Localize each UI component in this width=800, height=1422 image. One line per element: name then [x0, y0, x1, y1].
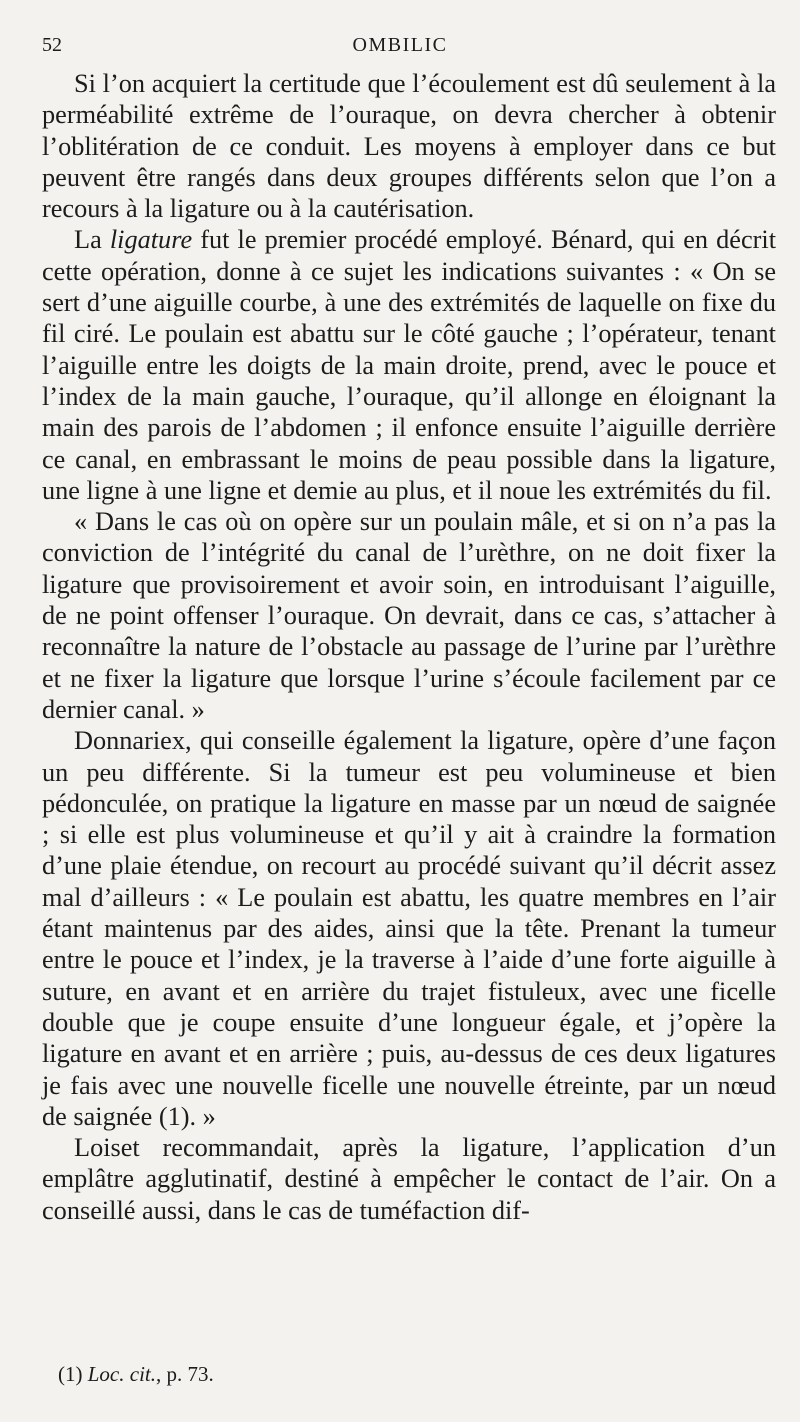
page-number: 52 [42, 34, 62, 56]
italic-term: ligature [109, 225, 193, 255]
paragraph-rest: fut le premier procédé employé. Bénard, qui en décrit cette opération, donne à ce sujet les indications suivantes : « On se sert d’une aiguille courbe, à une des extrémités de laquelle on fixe du fil ciré. Le poulain est abattu sur le côté gauche ; l’opérateur, tenant l’aiguille entre les doigts de la main droite, prend, avec le pouce et l’index de la main gauche, l’ouraque, qu’il allonge en éloignant la main des parois de l’abdomen ; il enfonce ensuite l’aiguille derrière ce canal, en embrassant le moins de peau possible dans la ligature, une ligne à une ligne et demie au plus, et il noue les extrémités du fil. [42, 225, 776, 505]
paragraph: Loiset recommandait, après la ligature, l’application d’un emplâtre agglutinatif, destiné à empêcher le contact de l’air. On a conseillé aussi, dans le cas de tuméfaction dif- [42, 1133, 776, 1225]
body-text [42, 68, 776, 1226]
paragraph-lead: La [74, 225, 110, 255]
footnote-page: , p. 73. [156, 1362, 214, 1386]
paragraph: « Dans le cas où on opère sur un poulain mâle, et si on n’a pas la conviction de l’intégrité du canal de l’urèthre, on ne doit fixer la ligature que provisoirement et avoir soin, en introduisant l’aiguille, de ne point offenser l’ouraque. On devrait, dans ce cas, s’attacher à reconnaître la nature de l’obstacle au passage de l’urine par l’urèthre et ne fixer la ligature que lorsque l’urine s’écoule facilement par ce dernier canal. » [42, 507, 776, 724]
footnote-marker: (1) [58, 1362, 88, 1386]
footnote-citation: Loc. cit. [87, 1362, 156, 1386]
footnote [58, 1362, 214, 1387]
paragraph: Donnariex, qui conseille également la ligature, opère d’une façon un peu différente. Si la tumeur est peu volumineuse et bien pédonculée, on pratique la ligature en masse par un nœud de saignée ; si elle est plus volumineuse et qu’il y ait à craindre la formation d’une plaie étendue, on recourt au procédé suivant qu’il décrit assez mal d’ailleurs : « Le poulain est abattu, les quatre membres en l’air étant maintenus par des aides, ainsi que la tête. Prenant la tumeur entre le pouce et l’index, je la traverse à l’aide d’une forte aiguille à suture, en avant et en arrière du trajet fistuleux, avec une ficelle double que je coupe ensuite d’une longueur égale, et j’opère la ligature en avant et en arrière ; puis, au-dessus de ces deux ligatures je fais avec une nouvelle ficelle une nouvelle étreinte, par un nœud de saignée (1). » [42, 726, 776, 1131]
running-title: OMBILIC [352, 34, 448, 56]
page-header [38, 30, 762, 62]
paragraph: Si l’on acquiert la certitude que l’écoulement est dû seulement à la perméabilité extrême de l’ouraque, on devra chercher à obtenir l’oblitération de ce conduit. Les moyens à employer dans ce but peuvent être rangés dans deux groupes différents selon que l’on a recours à la ligature ou à la cautérisation. [42, 69, 776, 224]
paragraph [42, 224, 776, 506]
